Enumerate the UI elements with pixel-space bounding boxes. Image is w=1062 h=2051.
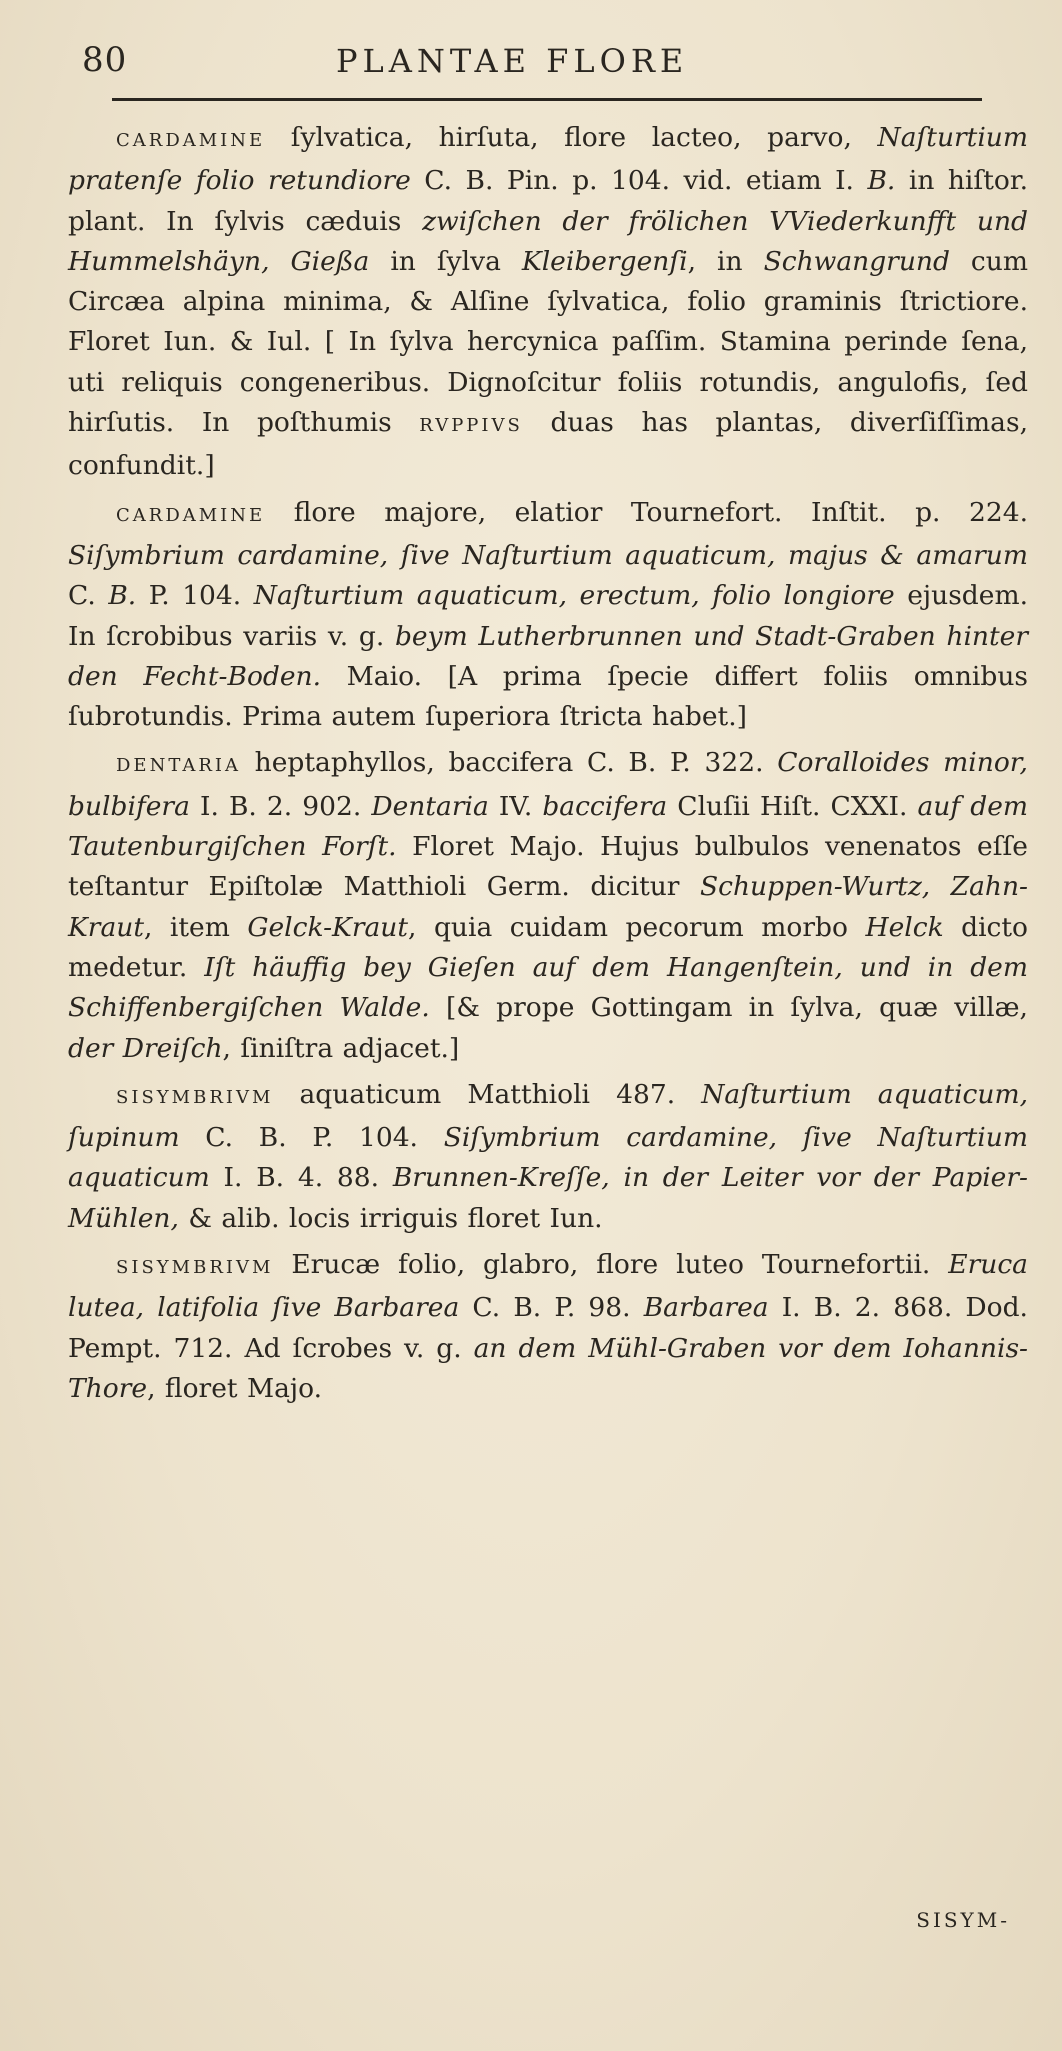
paragraph-sisymbrium-erucae-folio <box>68 1245 1028 1409</box>
page-number: 80 <box>82 40 128 80</box>
text-run: dicto medetur. <box>68 911 1028 983</box>
text-run: flore majore, elatior Tournefort. Inſtit. p. 224. <box>265 496 1028 528</box>
italic-text: zwiſchen der frölichen VViederkunfft und Hummelshäyn, Gießa <box>68 205 1028 277</box>
text-run: C. <box>68 580 109 612</box>
header-rule <box>112 98 982 101</box>
italic-text: Dentaria <box>371 790 489 822</box>
text-run: aquaticum Matthioli 487. <box>273 1078 702 1110</box>
italic-text: Barbarea <box>643 1292 769 1324</box>
entry-name: CARDAMINE <box>116 130 266 151</box>
entry-name: DENTARIA <box>116 755 242 777</box>
text-run: C. B. Pin. p. 104. vid. etiam I. <box>410 165 868 197</box>
text-run: duas has plantas, diverſiſſimas, confundit.] <box>68 407 1028 482</box>
text-run: , floret Majo. <box>147 1372 323 1404</box>
italic-text: beym Lutherbrunnen und Stadt-Graben hinter den Fecht-Boden. <box>68 620 1028 692</box>
italic-text: baccifera <box>542 790 668 822</box>
text-run: I. B. 2. 902. <box>189 790 372 822</box>
text-run: in hiſtor. plant. In ſylvis cæduis <box>68 165 1028 237</box>
text-run: heptaphyllos, baccifera C. B. P. 322. <box>241 747 778 779</box>
italic-text: an dem Mühl-Graben vor dem Iohannis-Thore <box>68 1332 1028 1404</box>
text-run: Cluſii Hiſt. CXXI. <box>667 790 918 822</box>
text-run: P. 104. <box>136 580 254 612</box>
text-run: Floret Majo. Hujus bulbulos venenatos eſſe teſtantur Epiſtolæ Matthioli Germ. dicitur <box>68 831 1028 903</box>
text-run: ſylvatica, hirſuta, flore lacteo, parvo, <box>265 122 878 153</box>
italic-text: Schuppen-Wurtz, Zahn-Kraut <box>68 871 1028 943</box>
text-run: I. B. 4. 88. <box>209 1162 393 1194</box>
italic-text: B. <box>867 165 896 197</box>
italic-text: Siſymbrium cardamine, ſive Naſturtium aquaticum <box>68 1122 1028 1194</box>
text-run: Erucæ folio, glabro, flore luteo Tournefortii. <box>273 1249 949 1281</box>
italic-text: Siſymbrium cardamine, ſive Naſturtium aquaticum, majus & amarum <box>68 539 1028 571</box>
text-run: [& prope Gottingam in ſylva, quæ villæ, <box>429 992 1028 1024</box>
text-run: in ſylva <box>369 245 522 277</box>
paragraph-sisymbrium-aquaticum <box>68 1075 1028 1239</box>
italic-text: Gelck-Kraut <box>247 911 409 943</box>
catchword: SISYM- <box>916 1908 1010 1932</box>
italic-text: Coralloides minor, bulbifera <box>68 747 1028 822</box>
text-run: cum Circæa alpina minima, & Alſine ſylvatica, folio graminis ſtrictiore. Floret Iun. & Iul. [ In ſylva hercynica paſſim. Stamina perinde ſena, uti reliquis congeneribus. Dignoſcitur foliis rotundis, angulofis, ſed hirſutis. In poſthumis <box>68 245 1028 439</box>
text-run: , ſiniſtra adjacet.] <box>222 1032 460 1064</box>
paragraph-dentaria-heptaphyllos <box>68 743 1028 1068</box>
italic-text: Iſt häuffig bey Gieſen auf dem Hangenſtein, und in dem Schiffenbergiſchen Walde. <box>68 951 1028 1024</box>
italic-text: Schwangrund <box>763 245 950 277</box>
paragraph-cardamine-sylvatica <box>68 118 1028 487</box>
paragraph-cardamine-flore-majore <box>68 493 1028 738</box>
italic-text: auf dem Tautenburgiſchen Forſt. <box>68 790 1029 863</box>
text-run: C. B. P. 104. <box>179 1122 444 1154</box>
body-text <box>68 118 1028 1415</box>
italic-text: Naſturtium pratenſe folio retundiore <box>68 122 1028 197</box>
italic-text: der Dreiſch <box>68 1032 223 1064</box>
italic-text: Naſturtium aquaticum, ſupinum <box>68 1078 1028 1154</box>
page-header <box>82 40 982 90</box>
italic-text: Eruca lutea, latifolia ſive Barbarea <box>68 1249 1028 1324</box>
running-head: PLANTAE FLORE <box>336 42 689 80</box>
entry-name: SISYMBRIVM <box>116 1257 274 1279</box>
entry-name: CARDAMINE <box>116 504 266 526</box>
entry-name: SISYMBRIVM <box>116 1086 274 1108</box>
text-run: , in <box>687 245 764 277</box>
text-run: , quia cuidam pecorum morbo <box>408 911 866 943</box>
text-run: & alib. locis irriguis floret Iun. <box>178 1202 603 1234</box>
italic-text: Brunnen-Kreſſe, in der Leiter vor der Papier-Mühlen, <box>68 1162 1028 1234</box>
italic-text: Helck <box>865 911 944 943</box>
text-run: I. B. 2. 868. Dod. Pempt. 712. Ad ſcrobes v. g. <box>68 1292 1028 1364</box>
text-run: ejusdem. In ſcrobibus variis v. g. <box>68 580 1028 652</box>
italic-text: Kleibergenſi <box>521 245 688 277</box>
text-run: Maio. [A prima ſpecie differt foliis omnibus ſubrotundis. Prima autem ſuperiora ſtricta habet.] <box>68 660 1028 733</box>
text-run: C. B. P. 98. <box>459 1292 644 1324</box>
entry-name: RVPPIVS <box>419 415 523 437</box>
text-run: , item <box>143 911 248 943</box>
italic-text: B. <box>108 580 137 612</box>
italic-text: Naſturtium aquaticum, erectum, folio longiore <box>253 580 895 612</box>
text-run: IV. <box>488 790 543 822</box>
